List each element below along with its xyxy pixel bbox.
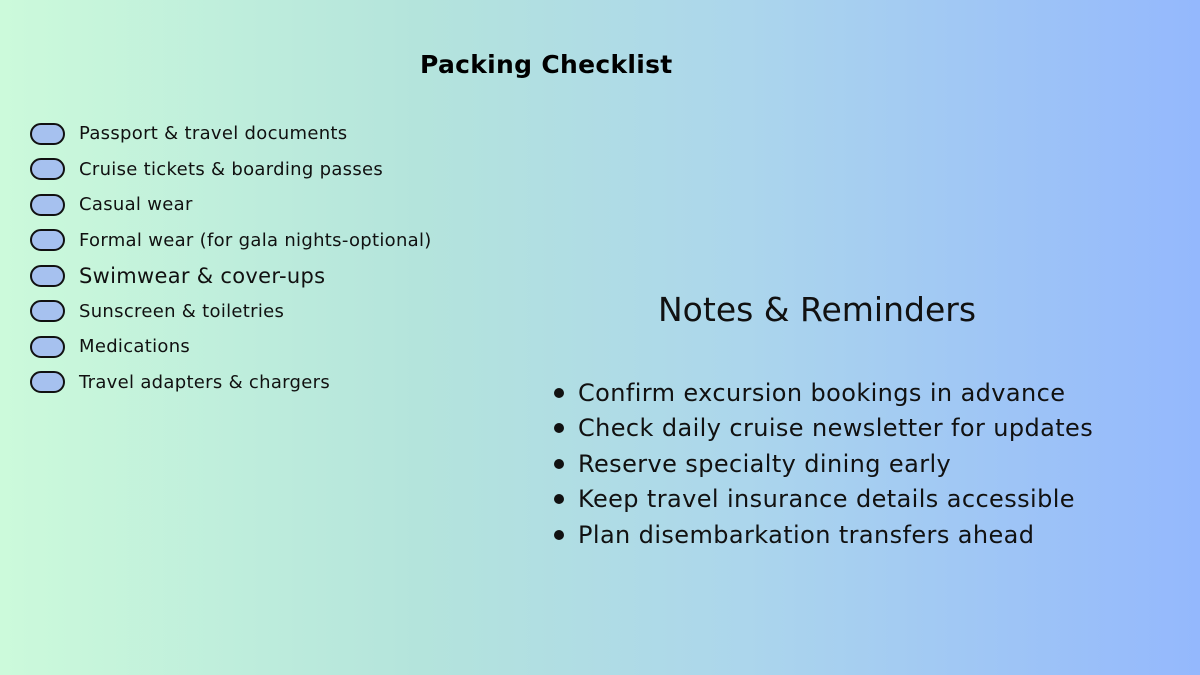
checkbox[interactable] (30, 123, 65, 145)
checkbox[interactable] (30, 194, 65, 216)
checklist-item-casual-wear[interactable] (30, 187, 432, 223)
note-text: Reserve specialty dining early (578, 449, 952, 478)
checklist-item-label: Casual wear (79, 194, 193, 216)
checklist-item-label: Passport & travel documents (79, 123, 348, 145)
checklist-item-label: Travel adapters & chargers (79, 371, 331, 393)
checkbox[interactable] (30, 371, 65, 393)
bullet-icon (554, 388, 564, 398)
packing-checklist (30, 116, 432, 400)
note-text: Plan disembarkation transfers ahead (578, 520, 1035, 549)
bullet-icon (554, 494, 564, 504)
checklist-item-passport[interactable] (30, 116, 432, 152)
checkbox[interactable] (30, 158, 65, 180)
checkbox[interactable] (30, 229, 65, 251)
checklist-item-medications[interactable] (30, 329, 432, 365)
checkbox[interactable] (30, 265, 65, 287)
checklist-item-label: Medications (79, 336, 191, 358)
note-text: Check daily cruise newsletter for updates (578, 414, 1094, 443)
bullet-icon (554, 459, 564, 469)
bullet-icon (554, 423, 564, 433)
note-item (554, 446, 1093, 482)
checklist-item-formal-wear[interactable] (30, 223, 432, 259)
checklist-item-swimwear[interactable] (30, 258, 432, 294)
bullet-icon (554, 530, 564, 540)
note-item (554, 482, 1093, 518)
checklist-item-label: Formal wear (for gala nights-optional) (79, 229, 432, 251)
note-item (554, 411, 1093, 447)
note-item (554, 375, 1093, 411)
notes-reminders-title: Notes & Reminders (658, 290, 977, 329)
note-item (554, 517, 1093, 553)
note-text: Confirm excursion bookings in advance (578, 378, 1066, 407)
checklist-item-travel-adapters[interactable] (30, 365, 432, 401)
checklist-item-label: Cruise tickets & boarding passes (79, 158, 384, 180)
checklist-item-label: Sunscreen & toiletries (79, 300, 285, 322)
checklist-item-cruise-tickets[interactable] (30, 152, 432, 188)
note-text: Keep travel insurance details accessible (578, 485, 1075, 514)
checklist-item-label: Swimwear & cover-ups (79, 263, 326, 288)
packing-checklist-title: Packing Checklist (420, 50, 673, 79)
checklist-item-sunscreen[interactable] (30, 294, 432, 330)
checkbox[interactable] (30, 300, 65, 322)
checkbox[interactable] (30, 336, 65, 358)
notes-list (554, 375, 1093, 553)
